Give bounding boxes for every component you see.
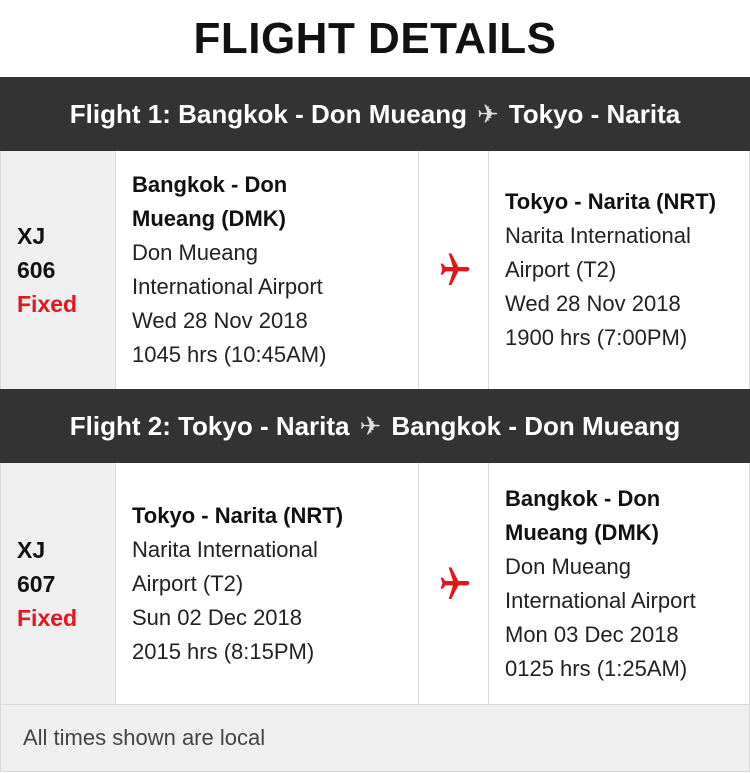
- airplane-icon: ✈: [476, 98, 499, 129]
- flight-2-row: [0, 463, 750, 704]
- flight-2-header: [0, 389, 750, 463]
- departure-time: 1045 hrs (10:45AM): [132, 342, 327, 367]
- page-title: FLIGHT DETAILS: [193, 13, 557, 63]
- flight-number: 607: [17, 570, 56, 597]
- departure-airport-name: Mueang (DMK): [132, 206, 286, 231]
- flight-1-direction: [419, 151, 489, 389]
- arrival-airport-name: Tokyo - Narita (NRT): [505, 189, 717, 214]
- departure-airport-name: Tokyo - Narita (NRT): [132, 502, 344, 528]
- departure-airport-detail: Don Mueang: [132, 240, 258, 265]
- flight-number: 606: [17, 257, 56, 283]
- arrival-airport-detail: Don Mueang: [505, 553, 631, 579]
- flight-2-destination-label: Bangkok - Don Mueang: [391, 410, 681, 441]
- arrival-time: 1900 hrs (7:00PM): [505, 325, 688, 350]
- flight-1-arrival: [489, 151, 749, 389]
- flight-1-destination-label: Tokyo - Narita: [508, 98, 681, 129]
- flight-1-code-cell: [1, 151, 116, 389]
- flight-1-origin-label: Flight 1: Bangkok - Don Mueang: [69, 98, 467, 129]
- departure-date: Sun 02 Dec 2018: [132, 604, 303, 630]
- flight-2-code-cell: [1, 463, 116, 704]
- departure-airport-name: Bangkok - Don: [132, 172, 288, 197]
- departure-airport-detail: Airport (T2): [132, 570, 244, 596]
- airplane-icon: ✈: [359, 410, 382, 441]
- flight-2-arrival: [489, 463, 749, 704]
- red-airplane-icon: [434, 564, 474, 604]
- arrival-airport-name: Bangkok - Don: [505, 485, 661, 511]
- arrival-airport-detail: International Airport: [505, 587, 696, 613]
- departure-airport-detail: International Airport: [132, 274, 323, 299]
- arrival-airport-detail: Airport (T2): [505, 257, 617, 282]
- local-times-note: All times shown are local: [0, 704, 750, 772]
- arrival-airport-detail: Narita International: [505, 223, 691, 248]
- flight-2-departure: [116, 463, 419, 704]
- departure-airport-detail: Narita International: [132, 536, 318, 562]
- flight-1-header: [0, 77, 750, 151]
- arrival-date: Wed 28 Nov 2018: [505, 291, 681, 316]
- departure-time: 2015 hrs (8:15PM): [132, 638, 315, 664]
- flight-2-origin-label: Flight 2: Tokyo - Narita: [69, 410, 350, 441]
- departure-date: Wed 28 Nov 2018: [132, 308, 308, 333]
- flight-1-departure: [116, 151, 419, 389]
- flight-1-row: [0, 151, 750, 389]
- arrival-date: Mon 03 Dec 2018: [505, 621, 679, 647]
- arrival-airport-name: Mueang (DMK): [505, 519, 659, 545]
- red-airplane-icon: [434, 250, 474, 290]
- flight-code: XJ: [17, 536, 46, 563]
- fare-type-label: Fixed: [17, 291, 78, 317]
- fare-type-label: Fixed: [17, 604, 78, 631]
- flight-2-direction: [419, 463, 489, 704]
- arrival-time: 0125 hrs (1:25AM): [505, 655, 688, 681]
- flight-code: XJ: [17, 223, 46, 249]
